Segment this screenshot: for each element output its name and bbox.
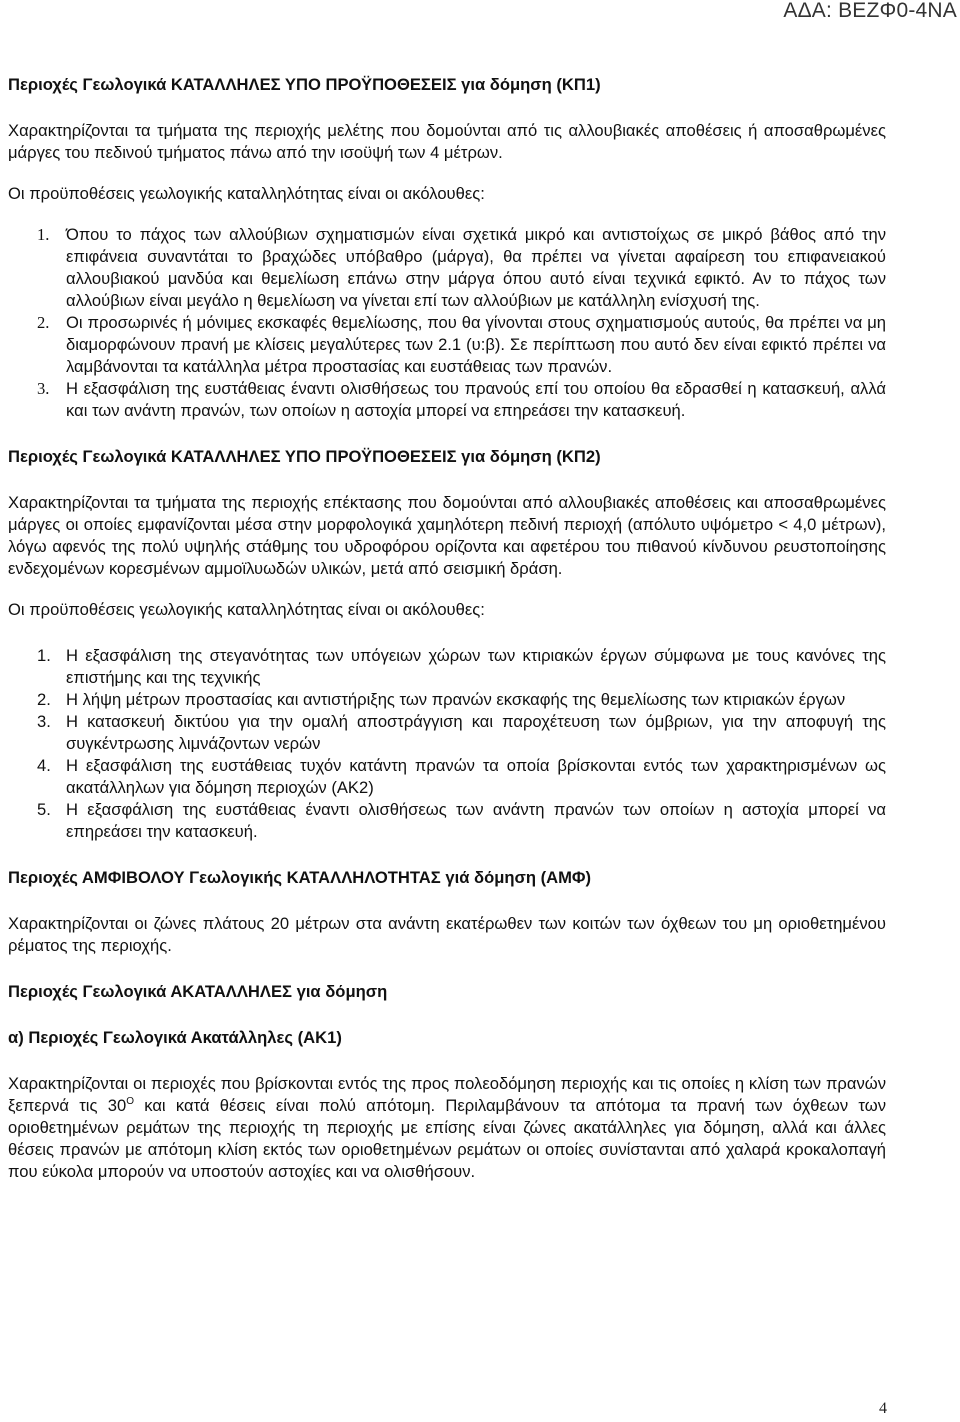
list-number: 3. (37, 379, 50, 398)
document-body (8, 74, 886, 1183)
kp2-conditions-intro: Οι προϋποθέσεις γεωλογικής καταλληλότητας είναι οι ακόλουθες: (8, 600, 485, 619)
amf-heading: Περιοχές ΑΜΦΙΒΟΛΟΥ Γεωλογικής ΚΑΤΑΛΛΗΛΟΤΗΤΑΣ γιά δόμηση (ΑΜΦ) (8, 868, 592, 887)
kp2-conditions-list (8, 645, 886, 843)
kp2-heading: Περιοχές Γεωλογικά ΚΑΤΑΛΛΗΛΕΣ ΥΠΟ ΠΡΟΫΠΟΘΕΣΕΙΣ για δόμηση (ΚΠ2) (8, 447, 601, 466)
list-item-text: Οι προσωρινές ή μόνιμες εκσκαφές θεμελίωσης, που θα γίνονται στους σχηματισμούς αυτούς, θα πρέπει να μη διαμορφώνουν πρανή με κλίσεις μεγαλύτερες των 2.1 (υ:β). Σε περίπτωση που αυτό δεν είναι εφικτό πρέπει να λαμβάνονται τα κατάλληλα μέτρα προστασίας και ευστάθειας των πρανών. (66, 313, 886, 376)
ak1-description-part2: και κατά θέσεις είναι πολύ απότομη. Περιλαμβάνουν τα απότομα τα πρανή των όχθεων των οριοθετημένων ρεμάτων της περιοχής τη περιοχής με επίσης είναι ζώνες ακατάλληλες για δόμηση, αλλά και άλλες θέσεις πρανών με απότομη κλίση εκτός των οριοθετημένων ρεμάτων οι οποίες συνίστανται από χαλαρά κροκαλοπαγή που εύκολα μπορούν να υποστούν αστοχίες και να ολισθήσουν. (8, 1096, 886, 1181)
list-number: 1. (37, 646, 51, 665)
list-number: 2. (37, 690, 51, 709)
list-number: 4. (37, 756, 51, 775)
list-item-text: Η εξασφάλιση της στεγανότητας των υπόγειων χώρων των κτιριακών έργων σύμφωνα με τους κανόνες της επιστήμης και της τεχνικής (66, 646, 886, 687)
list-item-text: Η λήψη μέτρων προστασίας και αντιστήριξης των πρανών εκσκαφής της θεμελίωσης των κτιριακών έργων (66, 690, 846, 709)
list-item-text: Η κατασκευή δικτύου για την ομαλή αποστράγγιση και παροχέτευση των όμβριων, για την αποφυγή της συγκέντρωσης λιμνάζοντων νερών (66, 712, 886, 753)
kp1-description: Χαρακτηρίζονται τα τμήματα της περιοχής μελέτης που δομούνται από τις αλλουβιακές αποθέσεις ή αποσαθρωμένες μάργες του πεδινού τμήματος πάνω από την ισοϋψή των 4 μέτρων. (8, 121, 886, 162)
kp2-description: Χαρακτηρίζονται τα τμήματα της περιοχής επέκτασης που δομούνται από αλλουβιακές αποθέσεις και αποσαθρωμένες μάργες οι οποίες εμφανίζονται μέσα στην μορφολογικά χαμηλότερη πεδινή περιοχή (απόλυτο υψόμετρο < 4,0 μέτρων), λόγω αφενός της πολύ υψηλής στάθμης του υδροφόρου ορίζοντα και αφετέρου του πιθανού κίνδυνου ρευστοποίησης ενδεχομένων κορεσμένων αμμοϊλυωδών υλικών, μετά από σεισμική δράση. (8, 493, 886, 578)
kp1-conditions-list (8, 224, 886, 422)
list-item (8, 645, 886, 689)
ak1-description-part1: Χαρακτηρίζονται οι περιοχές που βρίσκονται εντός της προς πολεοδόμηση περιοχής και τις οποίες η κλίση των πρανών ξεπερνά τις 30 (8, 1074, 886, 1115)
list-number: 5. (37, 800, 51, 819)
list-item (8, 689, 886, 711)
list-item-text: Η εξασφάλιση της ευστάθειας έναντι ολισθήσεως του πρανούς επί του οποίου θα εδρασθεί η κατασκευή, αλλά και των ανάντη πρανών, των οποίων η αστοχία μπορεί να επηρεάσει την κατασκευή. (66, 379, 886, 420)
list-item (8, 711, 886, 755)
list-item (8, 378, 886, 422)
list-item (8, 755, 886, 799)
list-item (8, 312, 886, 378)
amf-description: Χαρακτηρίζονται οι ζώνες πλάτους 20 μέτρων στα ανάντη εκατέρωθεν των κοιτών των όχθεων του μη οριοθετημένου ρέματος της περιοχής. (8, 914, 886, 955)
kp1-conditions-intro: Οι προϋποθέσεις γεωλογικής καταλληλότητας είναι οι ακόλουθες: (8, 184, 485, 203)
degree-superscript: Ο (126, 1096, 134, 1107)
list-item (8, 799, 886, 843)
ak1-description (8, 1073, 886, 1183)
list-number: 3. (37, 712, 51, 731)
list-number: 2. (37, 313, 50, 332)
list-item-text: Όπου το πάχος των αλλούβιων σχηματισμών είναι σχετικά μικρό και αντιστοίχως σε μικρό βάθος από την επιφάνεια συναντάται το βραχώδες υπόβαθρο (μάργα), θα πρέπει να γίνεται αφαίρεση του επιφανειακού αλλουβιακού μανδύα και θεμελίωση επάνω στην μάργα όπου αυτό είναι τεχνικά εφικτό. Αν το πάχος των αλλούβιων είναι μεγάλο η θεμελίωση να γίνεται επί των αλλούβιων με κατάλληλη ενίσχυσή της. (66, 225, 886, 310)
list-number: 1. (37, 225, 50, 244)
kp1-heading: Περιοχές Γεωλογικά ΚΑΤΑΛΛΗΛΕΣ ΥΠΟ ΠΡΟΫΠΟΘΕΣΕΙΣ για δόμηση (ΚΠ1) (8, 75, 601, 94)
ada-code: ΑΔΑ: ΒΕΖΦ0-4ΝΑ (783, 0, 957, 22)
ak1-subheading: α) Περιοχές Γεωλογικά Ακατάλληλες (ΑΚ1) (8, 1028, 342, 1047)
list-item (8, 224, 886, 312)
list-item-text: Η εξασφάλιση της ευστάθειας τυχόν κατάντη πρανών τα οποία βρίσκονται εντός των χαρακτηρισμένων ως ακατάλληλων για δόμηση περιοχών (ΑΚ2) (66, 756, 886, 797)
list-item-text: Η εξασφάλιση της ευστάθειας έναντι ολισθήσεως των ανάντη πρανών των οποίων η αστοχία μπορεί να επηρεάσει την κατασκευή. (66, 800, 886, 841)
page-number: 4 (879, 1400, 887, 1417)
ak-heading: Περιοχές Γεωλογικά ΑΚΑΤΑΛΛΗΛΕΣ για δόμηση (8, 982, 388, 1001)
